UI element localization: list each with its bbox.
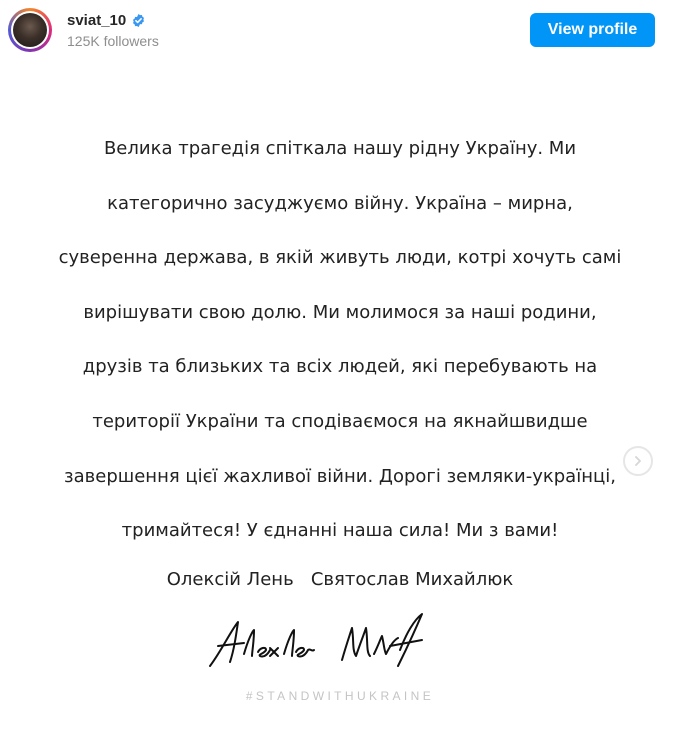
statement-line: категорично засуджуємо війну. Україна – мирна, (107, 192, 573, 214)
hashtag-label: #STANDWITHUKRAINE (245, 689, 435, 703)
statement-line: території України та сподіваємося на якнайшвидше (92, 410, 588, 432)
next-slide-button[interactable] (623, 446, 653, 476)
handwritten-signature (200, 610, 440, 674)
statement-line: тримайтеся! У єднанні наша сила! Ми з вами! (121, 520, 559, 542)
statement-line: завершення цієї жахливої війни. Дорогі земляки-українці, (64, 465, 616, 487)
statement-line: вирішувати свою долю. Ми молимося за наші родини, (83, 301, 597, 323)
username-link[interactable]: sviat_10 (67, 12, 127, 29)
verified-badge-icon (131, 13, 146, 28)
view-profile-button[interactable]: View profile (530, 13, 655, 47)
statement-line: друзів та близьких та всіх людей, які перебувають на (82, 356, 598, 378)
statement-line: суверенна держава, в якій живуть люди, котрі хочуть самі (58, 247, 622, 269)
embed-header (0, 0, 680, 62)
statement-line: Велика трагедія спіткала нашу рідну Україну. Ми (103, 138, 577, 159)
avatar-photo (13, 13, 47, 47)
avatar[interactable] (8, 8, 52, 52)
post-image (0, 62, 680, 732)
signatory-names: Олексій Лень Святослав Михайлюк (166, 569, 514, 590)
chevron-right-icon (632, 455, 644, 467)
statement-text (0, 122, 680, 559)
follower-count: 125K followers (67, 33, 159, 49)
